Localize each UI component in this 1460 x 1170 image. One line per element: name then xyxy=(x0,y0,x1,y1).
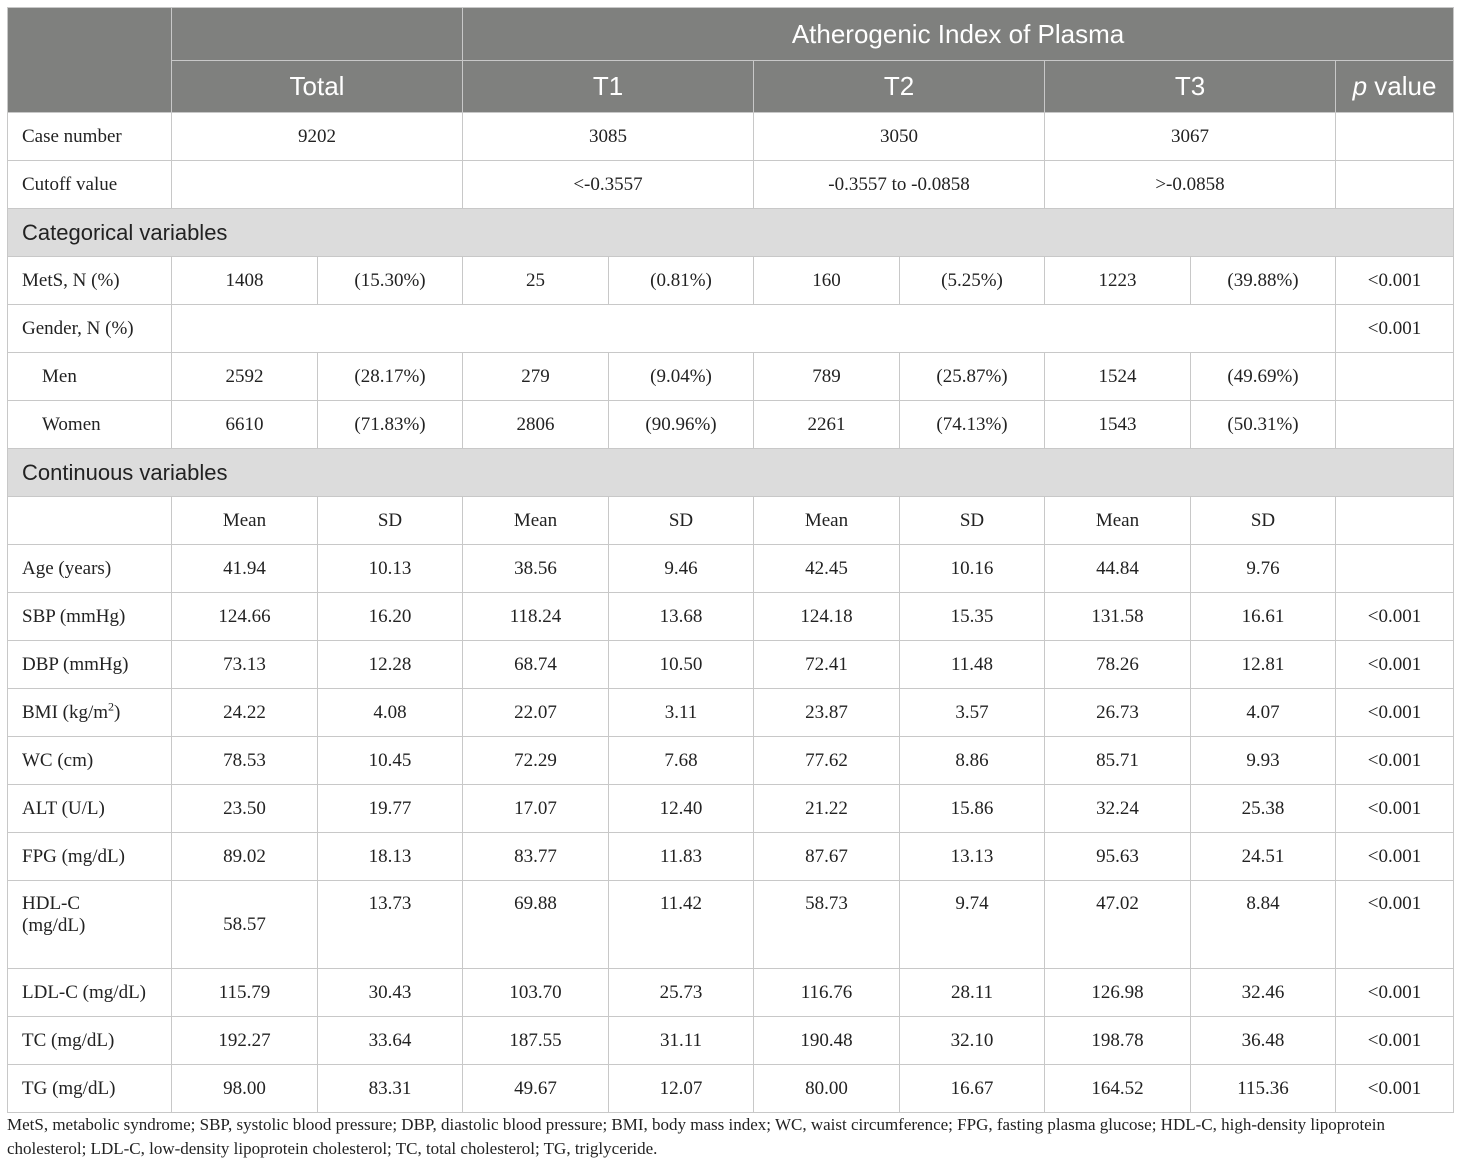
row-label-text: BMI (kg/m xyxy=(22,701,109,723)
mean-cell: 192.27 xyxy=(172,1017,318,1065)
header-group-title: Atherogenic Index of Plasma xyxy=(463,8,1454,61)
p-value-cell: <0.001 xyxy=(1336,593,1454,641)
sd-cell: 8.86 xyxy=(900,737,1045,785)
sd-cell: 10.45 xyxy=(318,737,463,785)
mean-cell: 124.18 xyxy=(754,593,900,641)
mean-cell: 95.63 xyxy=(1045,833,1191,881)
p-value-cell: <0.001 xyxy=(1336,257,1454,305)
mean-cell: 124.66 xyxy=(172,593,318,641)
p-value-cell: <0.001 xyxy=(1336,1017,1454,1065)
header-p-rest: value xyxy=(1367,71,1437,101)
mean-cell: 131.58 xyxy=(1045,593,1191,641)
row-label: Gender, N (%) xyxy=(8,305,172,353)
row-label: Age (years) xyxy=(8,545,172,593)
sd-cell: 4.08 xyxy=(318,689,463,737)
men-row xyxy=(8,353,1454,401)
mean-cell: 78.26 xyxy=(1045,641,1191,689)
mean-cell: 24.22 xyxy=(172,689,318,737)
mean-cell: 80.00 xyxy=(754,1065,900,1113)
sd-cell: 28.11 xyxy=(900,969,1045,1017)
p-value-cell xyxy=(1336,401,1454,449)
mean-cell: 58.57 xyxy=(172,881,318,969)
sd-cell: 11.42 xyxy=(609,881,754,969)
continuous-row xyxy=(8,881,1454,969)
sd-cell: 83.31 xyxy=(318,1065,463,1113)
cell: (5.25%) xyxy=(900,257,1045,305)
continuous-row xyxy=(8,689,1454,737)
cell: 25 xyxy=(463,257,609,305)
mean-cell: 58.73 xyxy=(754,881,900,969)
case-number-row xyxy=(8,113,1454,161)
sd-cell: 16.61 xyxy=(1191,593,1336,641)
sd-cell: 10.16 xyxy=(900,545,1045,593)
sd-cell: 12.40 xyxy=(609,785,754,833)
mean-cell: 23.87 xyxy=(754,689,900,737)
continuous-row xyxy=(8,969,1454,1017)
cell: 1524 xyxy=(1045,353,1191,401)
cell: 3050 xyxy=(754,113,1045,161)
cell: 9202 xyxy=(172,113,463,161)
p-value-cell xyxy=(1336,353,1454,401)
mean-cell: 187.55 xyxy=(463,1017,609,1065)
sd-cell: 30.43 xyxy=(318,969,463,1017)
row-label xyxy=(8,881,172,969)
row-label xyxy=(8,689,172,737)
p-value-cell: <0.001 xyxy=(1336,689,1454,737)
section-continuous xyxy=(8,449,1454,497)
cell: 279 xyxy=(463,353,609,401)
row-label: SBP (mmHg) xyxy=(8,593,172,641)
p-value-cell: <0.001 xyxy=(1336,833,1454,881)
cell: (49.69%) xyxy=(1191,353,1336,401)
cell: (39.88%) xyxy=(1191,257,1336,305)
row-label: Case number xyxy=(8,113,172,161)
cell: 2806 xyxy=(463,401,609,449)
mean-cell: 69.88 xyxy=(463,881,609,969)
sd-cell: 4.07 xyxy=(1191,689,1336,737)
cell: <-0.3557 xyxy=(463,161,754,209)
continuous-row xyxy=(8,545,1454,593)
header-p-italic: p xyxy=(1352,71,1368,101)
mean-cell: 23.50 xyxy=(172,785,318,833)
mean-cell: 42.45 xyxy=(754,545,900,593)
section-categorical xyxy=(8,209,1454,257)
mean-cell: 190.48 xyxy=(754,1017,900,1065)
sd-cell: 10.50 xyxy=(609,641,754,689)
p-value-cell: <0.001 xyxy=(1336,737,1454,785)
continuous-row xyxy=(8,593,1454,641)
p-value-cell: <0.001 xyxy=(1336,785,1454,833)
header-empty-cell xyxy=(8,8,172,113)
continuous-row xyxy=(8,641,1454,689)
cell: (28.17%) xyxy=(318,353,463,401)
section-title: Categorical variables xyxy=(8,209,1454,257)
continuous-row xyxy=(8,785,1454,833)
mean-cell: 49.67 xyxy=(463,1065,609,1113)
row-label: Women xyxy=(8,401,172,449)
header-t2: T2 xyxy=(754,61,1045,113)
sd-cell: 16.20 xyxy=(318,593,463,641)
p-value-cell: <0.001 xyxy=(1336,305,1454,353)
row-label-sup: 2 xyxy=(108,699,115,714)
mean-cell: 44.84 xyxy=(1045,545,1191,593)
mean-cell: 47.02 xyxy=(1045,881,1191,969)
cell: -0.3557 to -0.0858 xyxy=(754,161,1045,209)
cell: (74.13%) xyxy=(900,401,1045,449)
mean-cell: 126.98 xyxy=(1045,969,1191,1017)
cell: 6610 xyxy=(172,401,318,449)
cell: (9.04%) xyxy=(609,353,754,401)
sd-cell: 11.48 xyxy=(900,641,1045,689)
p-value-cell xyxy=(1336,545,1454,593)
cell xyxy=(172,161,463,209)
mean-cell: 68.74 xyxy=(463,641,609,689)
cell: (25.87%) xyxy=(900,353,1045,401)
cell: 160 xyxy=(754,257,900,305)
sd-cell: 10.13 xyxy=(318,545,463,593)
row-label-text: ) xyxy=(114,701,121,723)
mean-label: Mean xyxy=(754,497,900,545)
cell: (50.31%) xyxy=(1191,401,1336,449)
cell: 1408 xyxy=(172,257,318,305)
cell: 1543 xyxy=(1045,401,1191,449)
sd-cell: 16.67 xyxy=(900,1065,1045,1113)
sd-cell: 25.73 xyxy=(609,969,754,1017)
sd-cell: 13.68 xyxy=(609,593,754,641)
mean-cell: 41.94 xyxy=(172,545,318,593)
cell: (0.81%) xyxy=(609,257,754,305)
mean-label: Mean xyxy=(463,497,609,545)
mean-cell: 77.62 xyxy=(754,737,900,785)
row-label: ALT (U/L) xyxy=(8,785,172,833)
mean-cell: 118.24 xyxy=(463,593,609,641)
mean-cell: 98.00 xyxy=(172,1065,318,1113)
cell: 3067 xyxy=(1045,113,1336,161)
cell xyxy=(1336,497,1454,545)
sd-cell: 12.07 xyxy=(609,1065,754,1113)
sd-cell: 11.83 xyxy=(609,833,754,881)
mean-label: Mean xyxy=(172,497,318,545)
continuous-row xyxy=(8,833,1454,881)
mean-cell: 87.67 xyxy=(754,833,900,881)
sd-cell: 36.48 xyxy=(1191,1017,1336,1065)
row-label: LDL-C (mg/dL) xyxy=(8,969,172,1017)
sd-cell: 13.13 xyxy=(900,833,1045,881)
continuous-row xyxy=(8,737,1454,785)
sd-cell: 13.73 xyxy=(318,881,463,969)
header-total: Total xyxy=(172,61,463,113)
row-label: MetS, N (%) xyxy=(8,257,172,305)
sd-cell: 8.84 xyxy=(1191,881,1336,969)
row-label: TC (mg/dL) xyxy=(8,1017,172,1065)
mean-cell: 72.29 xyxy=(463,737,609,785)
cell: (15.30%) xyxy=(318,257,463,305)
sd-cell: 32.46 xyxy=(1191,969,1336,1017)
mean-cell: 21.22 xyxy=(754,785,900,833)
sd-cell: 31.11 xyxy=(609,1017,754,1065)
mean-label: Mean xyxy=(1045,497,1191,545)
sd-label: SD xyxy=(900,497,1045,545)
row-label-line: (mg/dL) xyxy=(22,915,86,936)
sd-cell: 18.13 xyxy=(318,833,463,881)
row-label: Cutoff value xyxy=(8,161,172,209)
sd-cell: 33.64 xyxy=(318,1017,463,1065)
continuous-row xyxy=(8,1017,1454,1065)
sd-cell: 15.35 xyxy=(900,593,1045,641)
stats-header-row xyxy=(8,497,1454,545)
row-label: TG (mg/dL) xyxy=(8,1065,172,1113)
cell xyxy=(8,497,172,545)
header-p-value xyxy=(1336,61,1454,113)
cell xyxy=(172,305,1336,353)
sd-cell: 115.36 xyxy=(1191,1065,1336,1113)
mean-cell: 89.02 xyxy=(172,833,318,881)
cell: (90.96%) xyxy=(609,401,754,449)
sd-label: SD xyxy=(318,497,463,545)
header-row-1 xyxy=(8,8,1454,61)
mean-cell: 17.07 xyxy=(463,785,609,833)
cell: 2261 xyxy=(754,401,900,449)
row-label: DBP (mmHg) xyxy=(8,641,172,689)
sd-cell: 24.51 xyxy=(1191,833,1336,881)
mean-cell: 73.13 xyxy=(172,641,318,689)
sd-cell: 9.76 xyxy=(1191,545,1336,593)
p-value-cell: <0.001 xyxy=(1336,969,1454,1017)
cell: 3085 xyxy=(463,113,754,161)
sd-cell: 9.74 xyxy=(900,881,1045,969)
cell: 2592 xyxy=(172,353,318,401)
header-row-2 xyxy=(8,61,1454,113)
mean-cell: 32.24 xyxy=(1045,785,1191,833)
mean-cell: 72.41 xyxy=(754,641,900,689)
mean-cell: 198.78 xyxy=(1045,1017,1191,1065)
mean-cell: 83.77 xyxy=(463,833,609,881)
sd-cell: 9.93 xyxy=(1191,737,1336,785)
sd-cell: 15.86 xyxy=(900,785,1045,833)
mean-cell: 26.73 xyxy=(1045,689,1191,737)
mean-cell: 22.07 xyxy=(463,689,609,737)
mean-cell: 85.71 xyxy=(1045,737,1191,785)
header-t1: T1 xyxy=(463,61,754,113)
data-table xyxy=(7,7,1454,1113)
sd-cell: 19.77 xyxy=(318,785,463,833)
sd-cell: 3.57 xyxy=(900,689,1045,737)
sd-cell: 9.46 xyxy=(609,545,754,593)
mean-cell: 38.56 xyxy=(463,545,609,593)
cell: 789 xyxy=(754,353,900,401)
header-empty-total xyxy=(172,8,463,61)
row-label: Men xyxy=(8,353,172,401)
mean-cell: 78.53 xyxy=(172,737,318,785)
sd-cell: 32.10 xyxy=(900,1017,1045,1065)
row-label-line: HDL-C xyxy=(22,893,81,914)
gender-row xyxy=(8,305,1454,353)
sd-cell: 7.68 xyxy=(609,737,754,785)
mean-cell: 115.79 xyxy=(172,969,318,1017)
cell: (71.83%) xyxy=(318,401,463,449)
cell: >-0.0858 xyxy=(1045,161,1336,209)
mean-cell: 116.76 xyxy=(754,969,900,1017)
cell: 1223 xyxy=(1045,257,1191,305)
mets-row xyxy=(8,257,1454,305)
cell xyxy=(1336,113,1454,161)
sd-cell: 3.11 xyxy=(609,689,754,737)
sd-label: SD xyxy=(609,497,754,545)
mean-cell: 103.70 xyxy=(463,969,609,1017)
mean-cell: 164.52 xyxy=(1045,1065,1191,1113)
row-label: WC (cm) xyxy=(8,737,172,785)
p-value-cell: <0.001 xyxy=(1336,881,1454,969)
sd-cell: 12.28 xyxy=(318,641,463,689)
women-row xyxy=(8,401,1454,449)
sd-label: SD xyxy=(1191,497,1336,545)
table-footnote: MetS, metabolic syndrome; SBP, systolic blood pressure; DBP, diastolic blood pressure; BMI, body mass index; WC, waist circumference; FPG, fasting plasma glucose; HDL-C, high-density lipoprotein cholesterol; LDL-C, low-density lipoprotein cholesterol; TC, total cholesterol; TG, triglyceride. xyxy=(7,1115,1385,1158)
continuous-row xyxy=(8,1065,1454,1113)
p-value-cell: <0.001 xyxy=(1336,641,1454,689)
cell xyxy=(1336,161,1454,209)
header-t3: T3 xyxy=(1045,61,1336,113)
cutoff-row xyxy=(8,161,1454,209)
section-title: Continuous variables xyxy=(8,449,1454,497)
sd-cell: 25.38 xyxy=(1191,785,1336,833)
sd-cell: 12.81 xyxy=(1191,641,1336,689)
row-label: FPG (mg/dL) xyxy=(8,833,172,881)
p-value-cell: <0.001 xyxy=(1336,1065,1454,1113)
